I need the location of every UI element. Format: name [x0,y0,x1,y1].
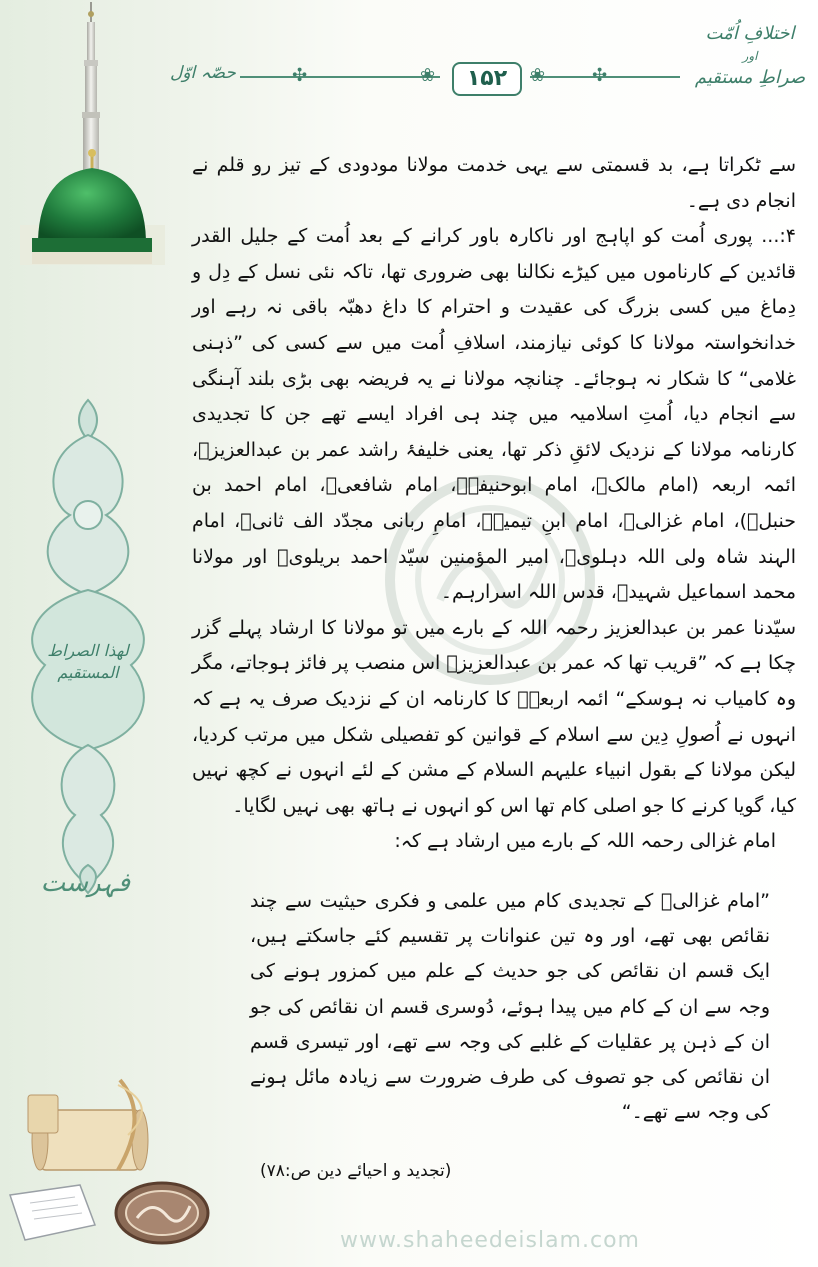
flourish-right-icon: ❀ [530,65,546,86]
shaheed-islam-seal-logo [112,1178,212,1248]
flourish-left-icon: ❀ [420,65,436,86]
green-dome-minaret-icon [0,0,175,280]
paragraph-4: امام غزالی رحمہ اللہ کے بارے میں ارشاد ہے کہ: [394,830,776,853]
flourish-right2-icon: ✣ [592,65,608,86]
book-title [690,18,810,94]
header-rule-left [240,76,440,78]
flourish-left2-icon: ✣ [292,65,308,86]
citation: (تجدید و احیائے دین ص:۷۸) [260,1161,452,1181]
part-label: حصّہ اوّل [170,63,236,83]
quote-text: ”امام غزالیؒ کے تجدیدی کام میں علمی و فکری حیثیت سے چند نقائص بھی تھے، اور وہ تین عنوانات پر تقسیم کئے جاسکتے ہیں، ایک قسم ان نقائص کی جو حدیث کے علم میں کمزور ہونے کی وجہ سے ان کے کام میں پیدا ہوئے، دُوسری قسم ان نقائص کی جو ان کے ذہن پر عقلیات کے غلبے کی وجہ سے تھے، اور تیسری قسم ان نقائص کی جو تصوف کی طرف ضرورت سے زیادہ مائل ہونے کی وجہ سے تھے۔“ [250,890,770,1124]
book-title-line2: اور [742,49,758,63]
book-title-line3: صراطِ مستقیم [694,67,806,88]
book-title-line1: اختلافِ اُمّت [705,23,795,44]
paragraph-2: ۴:... پوری اُمت کو اپاہج اور ناکارہ باور کرانے کے بعد اُمت کے جلیل القدر قائدین کے کارناموں میں کیڑے نکالنا بھی ضروری تھا، تاکہ نئی نسل کے دِل و دِماغ میں کسی بزرگ کی عقیدت و احترام کا داغ دھبّہ باقی نہ رہے اور خدانخواستہ مولانا کا کوئی نیازمند، اسلافِ اُمت میں سے کسی کی ”ذہنی غلامی“ کا شکار نہ ہوجائے۔ چنانچہ مولانا نے یہ فریضہ بھی بڑی بلند آہنگی سے انجام دیا، اُمتِ اسلامیہ میں چند ہی افراد ایسے تھے جن کا تجدیدی کارنامہ مولانا کے نزدیک لائقِ ذکر تھا، یعنی خلیفۂ راشد عمر بن عبدالعزیزؒ، ائمہ اربعہ (امام مالکؒ، امام ابوحنیفہؒ، امام شافعیؒ، امام احمد بن حنبلؒ)، امام غزالیؒ، امام ابنِ تیمیہؒ، امامِ ربانی مجدّد الف ثانیؒ، امام الہند شاہ ولی اللہ دہلویؒ، امیر المؤمنین سیّد احمد بریلویؒ اور مولانا محمد اسماعیل شہیدؒ، قدس اللہ اسرارہم۔ [192,225,796,604]
sidebar-emblem-text: لھذا الصراط المستقیم [47,641,129,682]
index-link[interactable]: فہرست [40,868,130,898]
main-text [192,148,796,860]
left-decorative-panel [0,0,175,1267]
page-number: ۱۵۲ [452,62,522,96]
paragraph-1: سے ٹکراتا ہے، بد قسمتی سے یہی خدمت مولانا مودودی کے تیز رو قلم نے انجام دی ہے۔ [192,154,796,212]
paragraph-3: سیّدنا عمر بن عبدالعزیز رحمہ اللہ کے بارے میں تو مولانا کا ارشاد پہلے گزر چکا ہے کہ ”قریب تھا کہ عمر بن عبدالعزیزؒ اس منصب پر فائز ہوجاتے، مگر وہ کامیاب نہ ہوسکے“ ائمہ اربعہؒ کا کارنامہ ان کے نزدیک صرف یہ ہے کہ انہوں نے اُصولِ دِین سے اسلام کے قوانین کو تفصیلی شکل میں مرتب کردیا، لیکن مولانا کے بقول انبیاء علیہم السلام کے مشن کے لئے انہوں نے کچھ نہیں کیا، گویا کرنے کا جو اصلی کام تھا اس کو انہوں نے ہاتھ بھی نہیں لگایا۔ [191,616,796,817]
block-quote [250,884,770,1130]
website-link[interactable]: www.shaheedeislam.com [340,1228,640,1253]
